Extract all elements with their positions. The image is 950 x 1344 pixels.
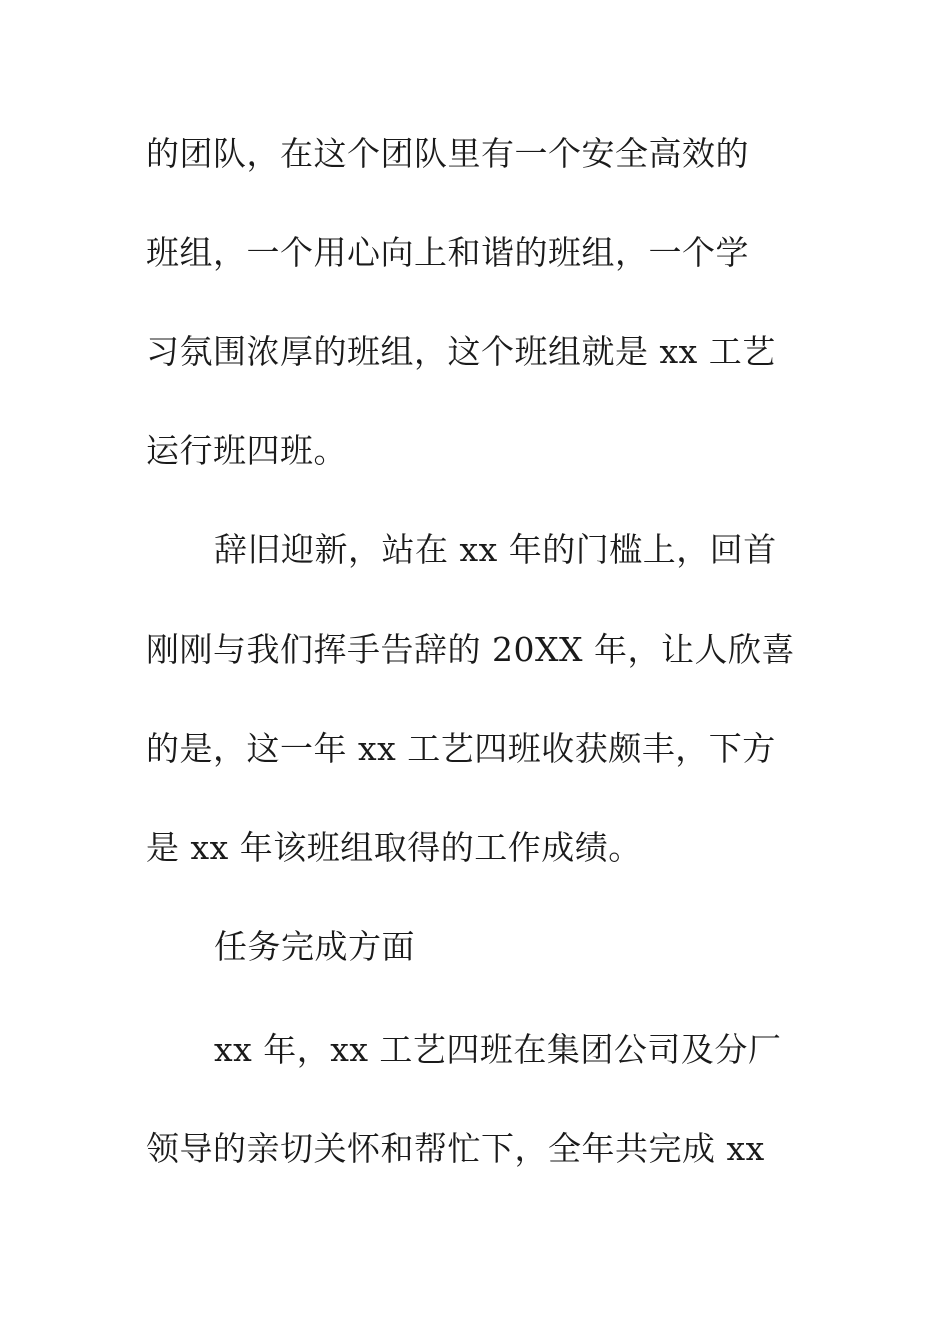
paragraph-first-line: 辞旧迎新，站在 xx 年的门槛上，回首 (214, 530, 777, 569)
paragraph-first-line: xx 年，xx 工艺四班在集团公司及分厂 (214, 1030, 782, 1069)
paragraph-line: 的是，这一年 xx 工艺四班收获颇丰，下方 (146, 729, 776, 768)
paragraph-line: 班组，一个用心向上和谐的班组，一个学 (146, 233, 749, 272)
paragraph-line: 领导的亲切关怀和帮忙下，全年共完成 xx (146, 1129, 765, 1168)
paragraph-line: 是 xx 年该班组取得的工作成绩。 (146, 828, 642, 867)
section-heading: 任务完成方面 (214, 927, 415, 966)
paragraph-line: 的团队，在这个团队里有一个安全高效的 (146, 134, 749, 173)
paragraph-line: 习氛围浓厚的班组，这个班组就是 xx 工艺 (146, 332, 776, 371)
paragraph-line: 刚刚与我们挥手告辞的 20XX 年，让人欣喜 (146, 630, 795, 669)
paragraph-line: 运行班四班。 (146, 431, 347, 470)
